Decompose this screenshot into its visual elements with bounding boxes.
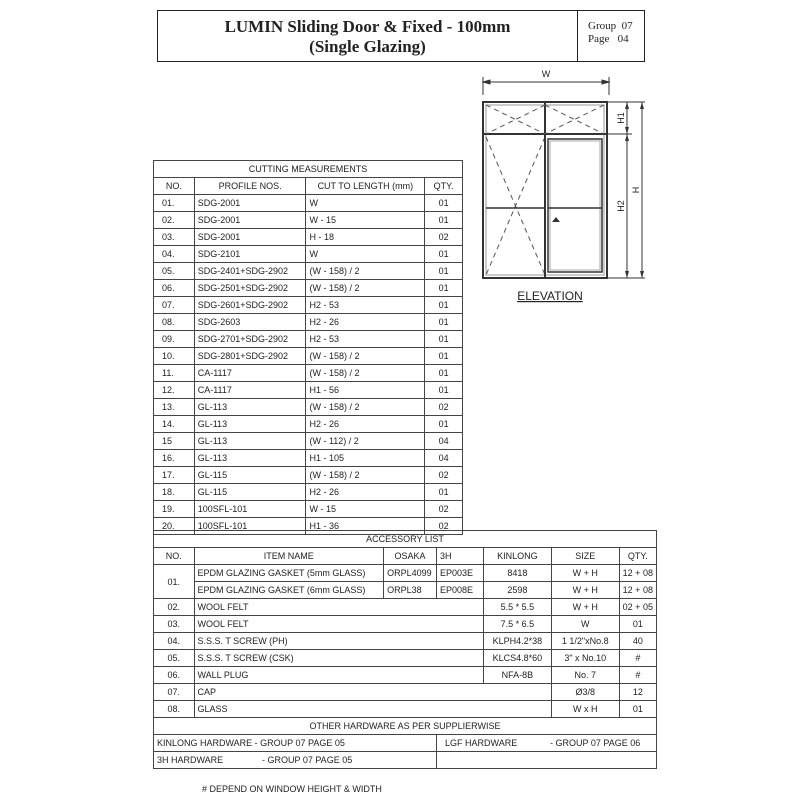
row-no: 05. (154, 650, 195, 667)
profile-no: CA-1117 (194, 382, 306, 399)
table-row (154, 582, 657, 599)
table-row (154, 684, 657, 701)
hardware-ref-row (154, 735, 657, 752)
table-row (154, 433, 463, 450)
osaka-code: ORPL38 (384, 582, 437, 599)
table-row (154, 450, 463, 467)
title-line-2: (Single Glazing) (309, 37, 426, 56)
group-page-box (578, 11, 644, 61)
profile-no: SDG-2701+SDG-2902 (194, 331, 306, 348)
qty: 04 (425, 450, 463, 467)
table-row (154, 616, 657, 633)
cut-length: (W - 158) / 2 (306, 280, 425, 297)
cut-length: H1 - 56 (306, 382, 425, 399)
elevation-drawing (470, 65, 650, 305)
item-name: WOOL FELT (194, 599, 483, 616)
3h-hardware-label: 3H HARDWARE (157, 755, 224, 765)
table-row (154, 348, 463, 365)
qty: 02 (425, 467, 463, 484)
hardware-ref-row (154, 752, 657, 769)
title-block (157, 10, 645, 62)
size: W (551, 616, 619, 633)
table-row (154, 633, 657, 650)
cut-length: W - 15 (306, 501, 425, 518)
cut-length: (W - 158) / 2 (306, 365, 425, 382)
profile-no: SDG-2101 (194, 246, 306, 263)
table-row (154, 467, 463, 484)
qty: 01 (425, 297, 463, 314)
table-row (154, 212, 463, 229)
lgf-hardware-label: LGF HARDWARE (445, 738, 518, 748)
table-row (154, 501, 463, 518)
sliding-panel (548, 139, 602, 272)
row-no: 15 (154, 433, 195, 450)
qty: 40 (619, 633, 656, 650)
row-no: 02. (154, 599, 195, 616)
row-no: 04. (154, 246, 195, 263)
cut-length: (W - 112) / 2 (306, 433, 425, 450)
size: Ø3/8 (551, 684, 619, 701)
table-row (154, 416, 463, 433)
cut-length: H2 - 26 (306, 484, 425, 501)
profile-no: SDG-2801+SDG-2902 (194, 348, 306, 365)
item-name: EPDM GLAZING GASKET (5mm GLASS) (194, 565, 384, 582)
profile-no: GL-113 (194, 433, 306, 450)
qty: 02 (425, 501, 463, 518)
elevation-caption: ELEVATION (517, 289, 583, 303)
row-no: 08. (154, 314, 195, 331)
row-no: 04. (154, 633, 195, 650)
document-title (158, 11, 578, 61)
kinlong-code: 2598 (483, 582, 551, 599)
table-row (154, 399, 463, 416)
kinlong-code: KLPH4.2*38 (483, 633, 551, 650)
empty-cell (437, 752, 657, 769)
w-arrow-right (602, 80, 609, 84)
qty: 01 (425, 212, 463, 229)
lgf-hardware-page: - GROUP 07 PAGE 06 (550, 738, 641, 748)
profile-no: 100SFL-101 (194, 518, 306, 535)
group-label: Group 07 (588, 20, 633, 32)
qty: 02 + 05 (619, 599, 656, 616)
row-no: 14. (154, 416, 195, 433)
kinlong-code: 5.5 * 5.5 (483, 599, 551, 616)
qty: 01 (425, 382, 463, 399)
qty: 01 (425, 331, 463, 348)
door-handle-icon (552, 217, 560, 222)
profile-no: 100SFL-101 (194, 501, 306, 518)
size: 3" x No.10 (551, 650, 619, 667)
qty: 02 (425, 518, 463, 535)
table-row (154, 701, 657, 718)
osaka-code: ORPL4099 (384, 565, 437, 582)
qty: 01 (425, 263, 463, 280)
profile-no: GL-115 (194, 484, 306, 501)
cut-length: (W - 158) / 2 (306, 263, 425, 280)
row-no: 20. (154, 518, 195, 535)
size: No. 7 (551, 667, 619, 684)
profile-no: GL-115 (194, 467, 306, 484)
row-no: 06. (154, 280, 195, 297)
cut-length: W (306, 195, 425, 212)
row-no: 07. (154, 297, 195, 314)
3h-hardware-ref (154, 752, 437, 769)
row-no: 19. (154, 501, 195, 518)
cutting-title: CUTTING MEASUREMENTS (154, 161, 463, 178)
row-no: 01. (154, 565, 195, 599)
row-no: 08. (154, 701, 195, 718)
table-row (154, 599, 657, 616)
qty: 02 (425, 229, 463, 246)
acc-col-kinlong: KINLONG (483, 548, 551, 565)
3h-code: EP003E (437, 565, 484, 582)
accessory-list-table (153, 530, 657, 769)
row-no: 03. (154, 229, 195, 246)
cut-length: W - 15 (306, 212, 425, 229)
footnote: # DEPEND ON WINDOW HEIGHT & WIDTH (202, 784, 382, 794)
3h-hardware-page: - GROUP 07 PAGE 05 (262, 755, 353, 765)
row-no: 03. (154, 616, 195, 633)
qty: 01 (425, 280, 463, 297)
item-name: WALL PLUG (194, 667, 483, 684)
qty: 01 (425, 365, 463, 382)
acc-col-size: SIZE (551, 548, 619, 565)
item-name: CAP (194, 684, 551, 701)
qty: 01 (425, 484, 463, 501)
h-label: H (631, 186, 641, 194)
table-row (154, 484, 463, 501)
col-qty: QTY. (425, 178, 463, 195)
qty: 12 (619, 684, 656, 701)
acc-col-qty: QTY. (619, 548, 656, 565)
w-label: W (541, 69, 551, 79)
qty: # (619, 667, 656, 684)
row-no: 06. (154, 667, 195, 684)
profile-no: SDG-2501+SDG-2902 (194, 280, 306, 297)
qty: 12 + 08 (619, 582, 656, 599)
item-name: WOOL FELT (194, 616, 483, 633)
kinlong-code: 7.5 * 6.5 (483, 616, 551, 633)
w-arrow-left (483, 80, 490, 84)
kinlong-hardware-ref: KINLONG HARDWARE - GROUP 07 PAGE 05 (154, 735, 437, 752)
profile-no: GL-113 (194, 399, 306, 416)
qty: 01 (425, 246, 463, 263)
table-row (154, 667, 657, 684)
table-row (154, 263, 463, 280)
table-row (154, 565, 657, 582)
size: W + H (551, 599, 619, 616)
cut-length: H2 - 26 (306, 314, 425, 331)
cut-length: (W - 158) / 2 (306, 348, 425, 365)
acc-col-osaka: OSAKA (384, 548, 437, 565)
row-no: 13. (154, 399, 195, 416)
size: W + H (551, 565, 619, 582)
profile-no: SDG-2401+SDG-2902 (194, 263, 306, 280)
acc-col-item: ITEM NAME (194, 548, 384, 565)
cut-length: W (306, 246, 425, 263)
profile-no: SDG-2001 (194, 212, 306, 229)
kinlong-code: KLCS4.8*60 (483, 650, 551, 667)
cut-length: H2 - 53 (306, 331, 425, 348)
profile-no: SDG-2601+SDG-2902 (194, 297, 306, 314)
table-row (154, 314, 463, 331)
title-line-1: LUMIN Sliding Door & Fixed - 100mm (224, 17, 511, 36)
table-row (154, 297, 463, 314)
qty: 01 (619, 616, 656, 633)
row-no: 07. (154, 684, 195, 701)
h2-label: H2 (616, 200, 626, 212)
sliding-panel-inner (550, 141, 600, 270)
row-no: 02. (154, 212, 195, 229)
cut-length: H1 - 36 (306, 518, 425, 535)
qty: 01 (425, 314, 463, 331)
col-no: NO. (154, 178, 195, 195)
cut-length: H1 - 105 (306, 450, 425, 467)
row-no: 18. (154, 484, 195, 501)
kinlong-code: 8418 (483, 565, 551, 582)
qty: 12 + 08 (619, 565, 656, 582)
size: W x H (551, 701, 619, 718)
qty: 04 (425, 433, 463, 450)
row-no: 11. (154, 365, 195, 382)
lgf-hardware-ref (437, 735, 657, 752)
table-row (154, 331, 463, 348)
acc-col-no: NO. (154, 548, 195, 565)
page-label: Page 04 (588, 33, 629, 45)
row-no: 12. (154, 382, 195, 399)
item-name: EPDM GLAZING GASKET (6mm GLASS) (194, 582, 384, 599)
table-row (154, 382, 463, 399)
table-row (154, 650, 657, 667)
qty: # (619, 650, 656, 667)
profile-no: SDG-2001 (194, 195, 306, 212)
col-cut-length: CUT TO LENGTH (mm) (306, 178, 425, 195)
item-name: S.S.S. T SCREW (PH) (194, 633, 483, 650)
size: 1 1/2"xNo.8 (551, 633, 619, 650)
col-profile: PROFILE NOS. (194, 178, 306, 195)
row-no: 09. (154, 331, 195, 348)
accessory-title: ACCESSORY LIST (154, 531, 657, 548)
cut-length: H2 - 53 (306, 297, 425, 314)
row-no: 16. (154, 450, 195, 467)
table-row (154, 229, 463, 246)
kinlong-code: NFA-8B (483, 667, 551, 684)
table-row (154, 246, 463, 263)
row-no: 05. (154, 263, 195, 280)
qty: 01 (619, 701, 656, 718)
qty: 01 (425, 416, 463, 433)
row-no: 10. (154, 348, 195, 365)
qty: 01 (425, 195, 463, 212)
cutting-measurements-table (153, 160, 463, 535)
profile-no: CA-1117 (194, 365, 306, 382)
h1-label: H1 (616, 112, 626, 124)
profile-no: SDG-2001 (194, 229, 306, 246)
item-name: S.S.S. T SCREW (CSK) (194, 650, 483, 667)
3h-code: EP008E (437, 582, 484, 599)
cut-length: H2 - 26 (306, 416, 425, 433)
profile-no: GL-113 (194, 450, 306, 467)
table-row (154, 195, 463, 212)
qty: 02 (425, 399, 463, 416)
row-no: 17. (154, 467, 195, 484)
profile-no: GL-113 (194, 416, 306, 433)
cutting-header-row (154, 178, 463, 195)
table-row (154, 365, 463, 382)
accessory-header-row (154, 548, 657, 565)
cut-length: (W - 158) / 2 (306, 399, 425, 416)
table-row (154, 280, 463, 297)
qty: 01 (425, 348, 463, 365)
cut-length: H - 18 (306, 229, 425, 246)
item-name: GLASS (194, 701, 551, 718)
acc-col-3h: 3H (437, 548, 484, 565)
row-no: 01. (154, 195, 195, 212)
cut-length: (W - 158) / 2 (306, 467, 425, 484)
size: W + H (551, 582, 619, 599)
profile-no: SDG-2603 (194, 314, 306, 331)
other-hardware-title: OTHER HARDWARE AS PER SUPPLIERWISE (154, 718, 657, 735)
